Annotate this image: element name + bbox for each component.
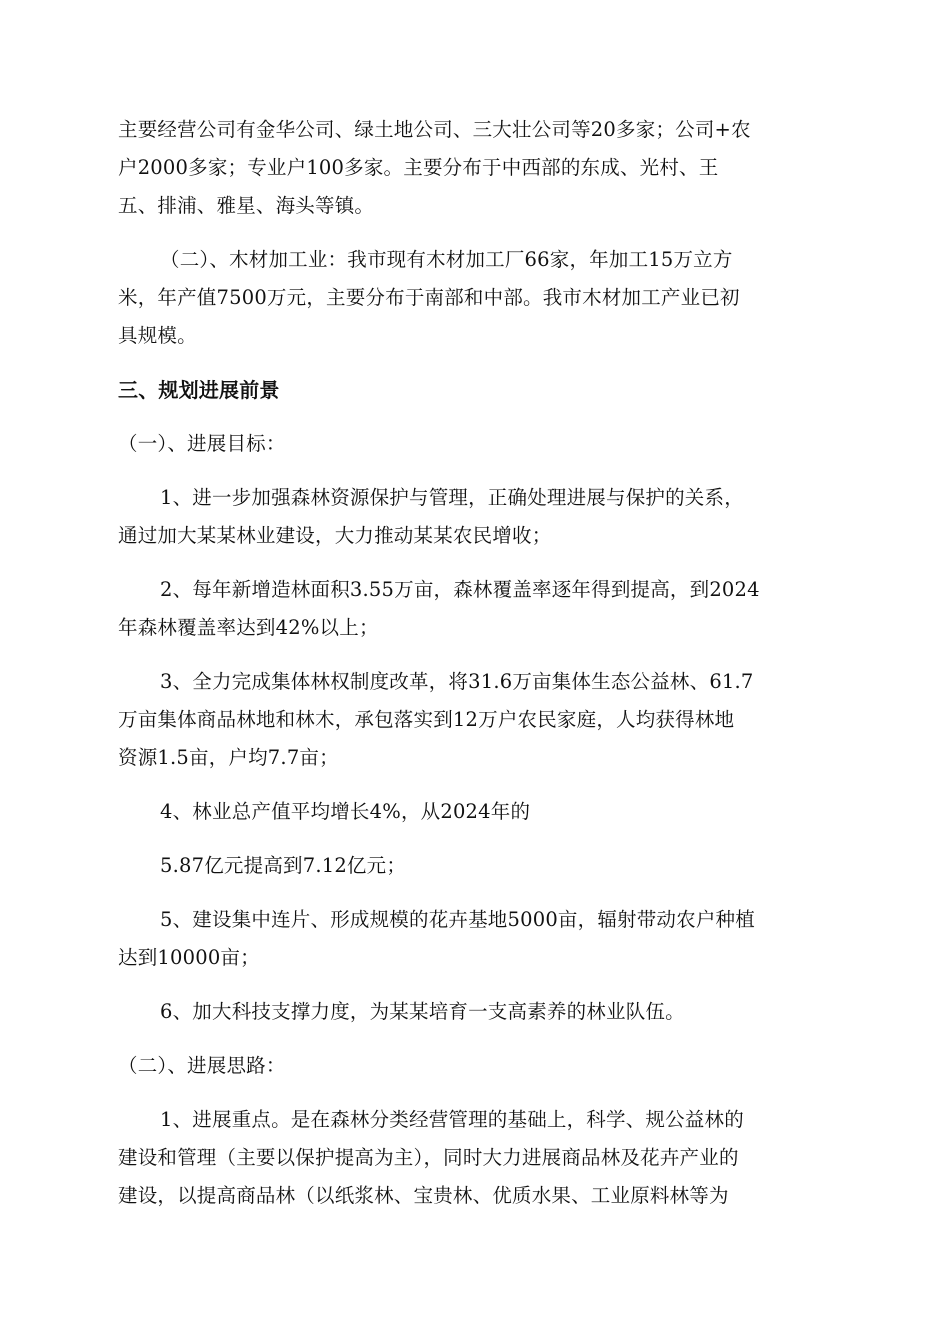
paragraph-line: 米，年产值7500万元，主要分布于南部和中部。我市木材加工产业已初 <box>118 286 740 309</box>
subsection-heading: （一）、进展目标： <box>118 432 286 455</box>
paragraph-line: 户2000多家；专业户100多家。主要分布于中西部的东成、光村、王 <box>118 156 719 179</box>
paragraph-line: 4、林业总产值平均增长4%，从2024年的 <box>160 800 531 823</box>
paragraph-line: 五、排浦、雅星、海头等镇。 <box>118 194 375 217</box>
paragraph-line: 年森林覆盖率达到42%以上； <box>118 616 379 639</box>
paragraph-line: 6、加大科技支撑力度，为某某培育一支高素养的林业队伍。 <box>160 1000 685 1023</box>
paragraph-line: 主要经营公司有金华公司、绿土地公司、三大壮公司等20多家；公司+农 <box>118 118 751 141</box>
paragraph-line: 1、进一步加强森林资源保护与管理，正确处理进展与保护的关系， <box>160 486 744 509</box>
paragraph-line: 具规模。 <box>118 324 197 347</box>
paragraph-line: 建设，以提高商品林（以纸浆林、宝贵林、优质水果、工业原料林等为 <box>118 1184 729 1207</box>
paragraph-line: 3、全力完成集体林权制度改革，将31.6万亩集体生态公益林、61.7 <box>160 670 754 693</box>
paragraph-line: 达到10000亩； <box>118 946 260 969</box>
paragraph-line: 资源1.5亩，户均7.7亩； <box>118 746 339 769</box>
paragraph-line: 2、每年新增造林面积3.55万亩，森林覆盖率逐年得到提高，到2024 <box>160 578 760 601</box>
paragraph-line: 1、进展重点。是在森林分类经营管理的基础上，科学、规公益林的 <box>160 1108 744 1131</box>
paragraph-line: 万亩集体商品林地和林木，承包落实到12万户农民家庭，人均获得林地 <box>118 708 735 731</box>
paragraph-line: 5.87亿元提高到7.12亿元； <box>160 854 407 877</box>
paragraph-line: 通过加大某某林业建设，大力推动某某农民增收； <box>118 524 552 547</box>
paragraph-line: 建设和管理（主要以保护提高为主），同时大力进展商品林及花卉产业的 <box>118 1146 739 1169</box>
paragraph-line: 5、建设集中连片、形成规模的花卉基地5000亩，辐射带动农户种植 <box>160 908 755 931</box>
section-heading: 三、规划进展前景 <box>118 378 280 402</box>
subsection-heading: （二）、进展思路： <box>118 1054 286 1077</box>
paragraph-line: （二）、木材加工业：我市现有木材加工厂66家，年加工15万立方 <box>160 248 733 271</box>
